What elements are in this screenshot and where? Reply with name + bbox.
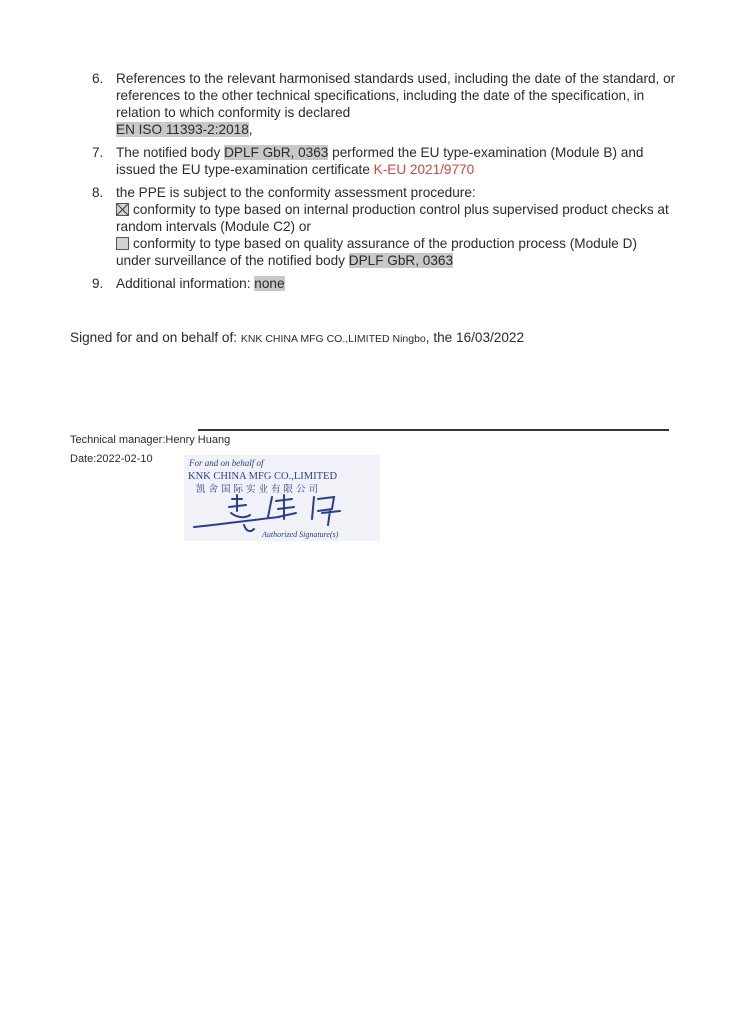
- standard-reference: EN ISO 11393-2:2018: [116, 122, 249, 137]
- standard-suffix: ,: [248, 122, 253, 137]
- standards-text: References to the relevant harmonised standards used, including the date of the standard, or references to the other technical specifications, including the date of the specification, in relation to which conformity is declared: [116, 71, 676, 120]
- list-item-8: [90, 184, 680, 269]
- additional-info-value: none: [254, 276, 285, 291]
- surveillance-text: under surveillance of the notified body: [116, 253, 349, 268]
- notified-body-text-a: The notified body: [116, 145, 225, 160]
- stamp-line2: KNK CHINA MFG CO.,LIMITED: [188, 471, 338, 482]
- item-number: 8.: [92, 185, 104, 200]
- item-body: [116, 70, 680, 138]
- conformity-list: [90, 70, 680, 298]
- item-body: [116, 184, 680, 269]
- item-number: 9.: [92, 276, 104, 291]
- notified-body: DPLF GbR, 0363: [224, 145, 329, 160]
- company-stamp: [184, 455, 380, 541]
- list-item-6: [90, 70, 680, 138]
- signature-line: [198, 429, 669, 431]
- signed-on-behalf: [70, 330, 524, 345]
- notified-body-text-b: performed the EU type-examination (Module B) and issued the EU type-examination certificate: [116, 145, 644, 177]
- list-item-7: [90, 144, 680, 178]
- item-number: 6.: [92, 71, 104, 86]
- stamp-line1: For and on behalf of: [189, 458, 264, 468]
- certificate-number: K-EU 2021/9770: [373, 162, 475, 177]
- stamp-line3: 凯舍国际实业有限公司: [196, 484, 322, 495]
- module-d-label: conformity to type based on quality assurance of the production process (Module D): [133, 236, 637, 251]
- handwritten-signature: [194, 495, 340, 531]
- item-number: 7.: [92, 145, 104, 160]
- technical-manager: Technical manager:Henry Huang: [70, 434, 231, 446]
- stamp-line4: Authorized Signature(s): [262, 530, 339, 539]
- signed-prefix: Signed for and on behalf of:: [70, 330, 241, 345]
- module-c2-checkbox[interactable]: [116, 203, 129, 216]
- stamp-graphic: [184, 455, 380, 541]
- notified-body: DPLF GbR, 0363: [348, 253, 454, 268]
- signature-date: Date:2022-02-10: [70, 453, 153, 465]
- signed-date: , the 16/03/2022: [425, 330, 525, 345]
- module-d-checkbox[interactable]: [116, 237, 129, 250]
- procedure-intro: the PPE is subject to the conformity assessment procedure:: [116, 185, 476, 200]
- signed-company: KNK CHINA MFG CO.,LIMITED Ningbo: [240, 333, 426, 345]
- module-c2-label: conformity to type based on internal production control plus supervised product checks at random intervals (Module C2) or: [116, 202, 669, 234]
- additional-info-label: Additional information:: [116, 276, 255, 291]
- item-body: [116, 144, 680, 178]
- item-body: [116, 275, 680, 292]
- list-item-9: [90, 275, 680, 292]
